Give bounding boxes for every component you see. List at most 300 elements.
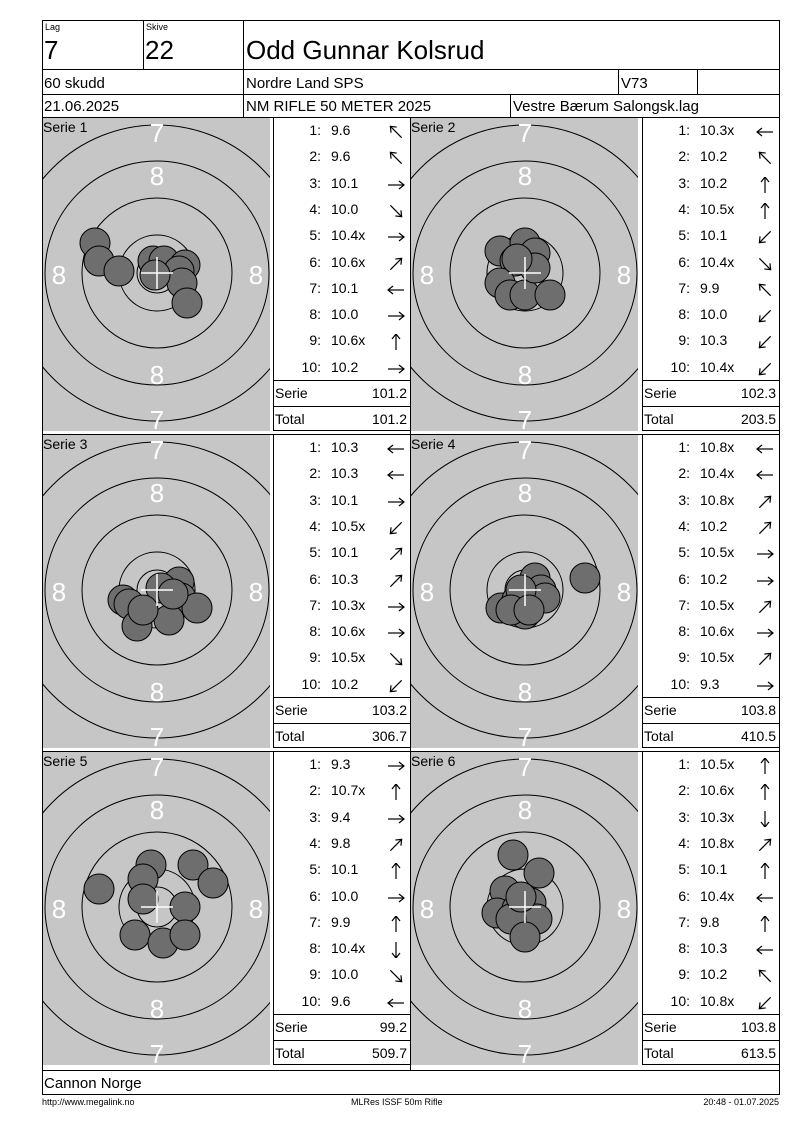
serie-label: Serie <box>275 385 308 401</box>
series-title: Serie 3 <box>43 436 88 452</box>
shot-score: 10.5x <box>331 649 366 666</box>
shot-row <box>273 199 410 225</box>
target-drawing <box>411 435 638 748</box>
sponsor-name: Cannon Norge <box>44 1075 142 1092</box>
shot-row <box>273 225 410 251</box>
shot-score: 10.2 <box>331 358 359 375</box>
shot-row <box>273 146 410 172</box>
target-panel <box>43 118 270 431</box>
serie-value: 103.8 <box>740 702 776 718</box>
shot-score: 10.8x <box>700 992 735 1009</box>
target-drawing <box>43 435 270 748</box>
ring-label: 8 <box>149 161 165 191</box>
ring-label: 8 <box>419 577 435 607</box>
shot-number: 1: <box>678 122 690 138</box>
shot-number: 8: <box>678 623 690 640</box>
shot-row <box>273 886 410 912</box>
serie-sum-row <box>273 381 410 407</box>
shot-score: 10.6x <box>700 623 735 640</box>
shot-count: 60 skudd <box>44 75 105 92</box>
direction-arrow-icon <box>754 203 776 219</box>
shot-score: 10.2 <box>700 148 728 165</box>
shot-score: 9.6 <box>331 992 351 1009</box>
shot-row <box>273 120 410 146</box>
shot-row <box>642 807 779 833</box>
shot-row <box>273 938 410 964</box>
shot-score: 10.0 <box>331 306 359 323</box>
shot-score: 10.1 <box>331 861 359 878</box>
shot-number: 4: <box>309 200 321 217</box>
shot-score: 10.6x <box>331 332 366 349</box>
ring-label: 8 <box>616 577 632 607</box>
footer-url: http://www.megalink.no <box>42 1097 135 1107</box>
shot-number: 8: <box>309 623 321 640</box>
shot-row <box>642 833 779 859</box>
ring-label: 8 <box>51 577 67 607</box>
direction-arrow-icon <box>754 599 776 615</box>
shot-row <box>273 304 410 330</box>
shot-number: 2: <box>678 148 690 165</box>
shot-number: 3: <box>678 174 690 191</box>
shot-score: 10.2 <box>700 174 728 191</box>
ring-label: 8 <box>517 677 533 707</box>
shot-number: 2: <box>678 465 690 482</box>
direction-arrow-icon <box>754 678 776 694</box>
shot-number: 2: <box>309 148 321 165</box>
shot-row <box>642 754 779 780</box>
shot-number: 7: <box>309 913 321 930</box>
total-value: 613.5 <box>740 1045 776 1061</box>
shot-number: 3: <box>309 174 321 191</box>
shot-number: 10: <box>301 358 321 375</box>
shot-row <box>273 357 410 383</box>
shot-hole <box>514 595 544 625</box>
direction-arrow-icon <box>385 651 407 667</box>
event-name: NM RIFLE 50 METER 2025 <box>246 98 432 115</box>
ring-label: 8 <box>517 360 533 390</box>
shot-score: 10.1 <box>331 174 359 191</box>
shot-number: 8: <box>678 306 690 323</box>
total-label: Total <box>644 1045 674 1061</box>
shot-number: 9: <box>309 649 321 666</box>
ring-label: 7 <box>517 118 533 148</box>
shot-score: 10.8x <box>700 439 735 455</box>
shot-row <box>273 912 410 938</box>
shot-hole <box>510 922 540 952</box>
shot-number: 3: <box>678 808 690 825</box>
shot-number: 9: <box>678 966 690 983</box>
target-panel <box>43 435 270 748</box>
shot-score: 10.1 <box>700 861 728 878</box>
shot-score: 10.1 <box>331 491 359 508</box>
shot-row <box>642 542 779 568</box>
shot-row <box>642 490 779 516</box>
ring-label: 8 <box>248 260 264 290</box>
app-name: MLRes ISSF 50m Rifle <box>351 1097 443 1107</box>
ring-label: 8 <box>517 478 533 508</box>
shot-hole <box>84 874 114 904</box>
shot-row <box>642 621 779 647</box>
direction-arrow-icon <box>754 890 776 906</box>
shot-number: 9: <box>678 332 690 349</box>
shot-row <box>642 199 779 225</box>
shot-number: 6: <box>309 570 321 587</box>
shot-score: 10.6x <box>331 253 366 270</box>
ring-label: 7 <box>149 722 165 748</box>
direction-arrow-icon <box>385 229 407 245</box>
target-panel <box>411 752 638 1065</box>
score-sheet <box>642 118 779 431</box>
shot-number: 6: <box>309 253 321 270</box>
shot-score: 10.2 <box>700 570 728 587</box>
shot-number: 9: <box>309 332 321 349</box>
total-row <box>642 407 779 433</box>
shot-score: 10.4x <box>700 465 735 482</box>
direction-arrow-icon <box>754 546 776 562</box>
direction-arrow-icon <box>385 124 407 140</box>
shot-row <box>273 516 410 542</box>
shot-number: 2: <box>309 465 321 482</box>
grid-rule <box>410 118 411 1070</box>
direction-arrow-icon <box>385 890 407 906</box>
shot-row <box>273 674 410 700</box>
ring-label: 8 <box>517 161 533 191</box>
shot-row <box>273 173 410 199</box>
shot-score: 10.7x <box>331 782 366 799</box>
direction-arrow-icon <box>385 625 407 641</box>
shot-score: 10.4x <box>700 358 735 375</box>
direction-arrow-icon <box>385 177 407 193</box>
shot-row <box>642 278 779 304</box>
shot-row <box>273 569 410 595</box>
total-value: 203.5 <box>740 411 776 427</box>
shot-number: 5: <box>309 861 321 878</box>
shot-row <box>642 225 779 251</box>
print-timestamp: 20:48 - 01.07.2025 <box>703 1097 779 1107</box>
total-value: 410.5 <box>740 728 776 744</box>
shot-row <box>273 595 410 621</box>
direction-arrow-icon <box>754 784 776 800</box>
shot-row <box>273 252 410 278</box>
shot-number: 9: <box>678 649 690 666</box>
shot-number: 2: <box>678 782 690 799</box>
direction-arrow-icon <box>754 124 776 140</box>
direction-arrow-icon <box>754 837 776 853</box>
shot-row <box>273 490 410 516</box>
shot-score: 10.0 <box>331 887 359 904</box>
target-panel <box>411 118 638 431</box>
total-row <box>273 1041 410 1067</box>
total-row <box>642 1041 779 1067</box>
shot-row <box>273 437 410 463</box>
shot-number: 7: <box>309 279 321 296</box>
series-title: Serie 5 <box>43 753 88 769</box>
shot-number: 8: <box>309 306 321 323</box>
shot-number: 6: <box>678 887 690 904</box>
direction-arrow-icon <box>754 441 776 457</box>
shot-score: 10.0 <box>331 200 359 217</box>
direction-arrow-icon <box>754 573 776 589</box>
direction-arrow-icon <box>754 282 776 298</box>
shot-number: 5: <box>309 544 321 561</box>
shot-number: 5: <box>678 544 690 561</box>
shot-number: 10: <box>301 992 321 1009</box>
shot-number: 6: <box>309 887 321 904</box>
shot-number: 1: <box>309 439 321 455</box>
shot-number: 5: <box>678 861 690 878</box>
shot-score: 9.3 <box>700 675 720 692</box>
shot-row <box>642 173 779 199</box>
shot-hole <box>502 244 532 274</box>
shot-number: 8: <box>678 940 690 957</box>
shot-row <box>642 964 779 990</box>
shot-number: 4: <box>678 834 690 851</box>
shot-row <box>642 330 779 356</box>
total-row <box>273 724 410 750</box>
shot-score: 10.2 <box>700 517 728 534</box>
match-date: 21.06.2025 <box>44 98 120 115</box>
shot-score: 9.4 <box>331 808 351 825</box>
shot-hole <box>128 884 158 914</box>
shot-score: 10.3 <box>331 570 359 587</box>
direction-arrow-icon <box>754 811 776 827</box>
shot-hole <box>140 260 170 290</box>
direction-arrow-icon <box>754 916 776 932</box>
class-label: V73 <box>621 75 648 92</box>
shot-row <box>642 437 779 463</box>
serie-label: Serie <box>644 1019 677 1035</box>
shot-score: 10.0 <box>700 306 728 323</box>
target-drawing <box>43 752 270 1065</box>
direction-arrow-icon <box>385 282 407 298</box>
shot-score: 10.5x <box>700 756 735 772</box>
ring-label: 8 <box>149 478 165 508</box>
ring-label: 8 <box>149 677 165 707</box>
total-label: Total <box>644 411 674 427</box>
shot-score: 10.3 <box>700 332 728 349</box>
shot-number: 7: <box>678 913 690 930</box>
shot-number: 4: <box>309 834 321 851</box>
direction-arrow-icon <box>754 651 776 667</box>
series-title: Serie 4 <box>411 436 456 452</box>
shot-number: 4: <box>309 517 321 534</box>
shot-row <box>273 859 410 885</box>
shot-row <box>273 278 410 304</box>
ring-label: 7 <box>517 435 533 465</box>
shot-row <box>273 780 410 806</box>
shot-score: 10.8x <box>700 491 735 508</box>
series-title: Serie 1 <box>43 119 88 135</box>
shot-hole <box>170 892 200 922</box>
direction-arrow-icon <box>385 811 407 827</box>
direction-arrow-icon <box>385 150 407 166</box>
total-value: 509.7 <box>371 1045 407 1061</box>
shot-number: 1: <box>309 756 321 772</box>
score-sheet <box>273 435 410 748</box>
direction-arrow-icon <box>385 573 407 589</box>
shot-row <box>273 647 410 673</box>
score-sheet <box>642 435 779 748</box>
ring-label: 7 <box>149 118 165 148</box>
shot-number: 9: <box>309 966 321 983</box>
ring-label: 7 <box>517 752 533 782</box>
direction-arrow-icon <box>754 758 776 774</box>
serie-value: 103.2 <box>371 702 407 718</box>
total-value: 306.7 <box>371 728 407 744</box>
shot-score: 9.9 <box>700 279 720 296</box>
direction-arrow-icon <box>385 599 407 615</box>
shot-number: 2: <box>309 782 321 799</box>
ring-label: 8 <box>616 260 632 290</box>
ring-label: 7 <box>149 1039 165 1065</box>
shot-row <box>642 595 779 621</box>
shot-score: 10.0 <box>331 966 359 983</box>
shot-score: 10.2 <box>331 675 359 692</box>
serie-label: Serie <box>644 702 677 718</box>
ring-label: 8 <box>51 260 67 290</box>
score-sheet <box>273 118 410 431</box>
shot-number: 10: <box>670 675 690 692</box>
direction-arrow-icon <box>385 995 407 1011</box>
shot-row <box>273 754 410 780</box>
direction-arrow-icon <box>385 942 407 958</box>
shot-hole <box>154 605 184 635</box>
shot-score: 10.2 <box>700 966 728 983</box>
shot-number: 10: <box>301 675 321 692</box>
shot-number: 5: <box>309 227 321 244</box>
serie-label: Serie <box>275 702 308 718</box>
shot-number: 3: <box>309 808 321 825</box>
shot-row <box>642 146 779 172</box>
ring-label: 7 <box>149 405 165 431</box>
shot-score: 10.3x <box>700 808 735 825</box>
ring-label: 7 <box>517 405 533 431</box>
shot-number: 6: <box>678 253 690 270</box>
shot-number: 7: <box>309 596 321 613</box>
target-panel <box>43 752 270 1065</box>
total-label: Total <box>644 728 674 744</box>
direction-arrow-icon <box>385 256 407 272</box>
direction-arrow-icon <box>754 520 776 536</box>
shot-score: 10.3x <box>700 122 735 138</box>
shot-score: 10.3 <box>331 465 359 482</box>
shot-row <box>642 516 779 542</box>
grid-rule <box>42 751 780 752</box>
serie-sum-row <box>642 1015 779 1041</box>
shot-number: 10: <box>670 358 690 375</box>
shot-score: 10.4x <box>331 940 366 957</box>
total-row <box>642 724 779 750</box>
direction-arrow-icon <box>754 177 776 193</box>
shot-number: 7: <box>678 279 690 296</box>
direction-arrow-icon <box>754 308 776 324</box>
direction-arrow-icon <box>754 467 776 483</box>
shot-number: 3: <box>678 491 690 508</box>
serie-value: 101.2 <box>371 385 407 401</box>
shot-number: 6: <box>678 570 690 587</box>
shot-hole <box>158 579 188 609</box>
total-label: Total <box>275 411 305 427</box>
ring-label: 8 <box>248 894 264 924</box>
total-value: 101.2 <box>371 411 407 427</box>
shot-hole <box>128 595 158 625</box>
direction-arrow-icon <box>754 995 776 1011</box>
shot-number: 5: <box>678 227 690 244</box>
shot-row <box>642 674 779 700</box>
direction-arrow-icon <box>385 863 407 879</box>
target-drawing <box>43 118 270 431</box>
shot-score: 10.3 <box>331 439 359 455</box>
direction-arrow-icon <box>754 334 776 350</box>
direction-arrow-icon <box>385 494 407 510</box>
shot-row <box>642 120 779 146</box>
series-title: Serie 2 <box>411 119 456 135</box>
direction-arrow-icon <box>385 467 407 483</box>
target-drawing <box>411 752 638 1065</box>
shot-row <box>642 859 779 885</box>
ring-label: 8 <box>149 795 165 825</box>
shot-row <box>642 304 779 330</box>
shot-row <box>273 991 410 1017</box>
shooter-name: Odd Gunnar Kolsrud <box>246 35 485 65</box>
shot-score: 10.5x <box>700 544 735 561</box>
shot-score: 10.5x <box>331 517 366 534</box>
ring-label: 7 <box>517 1039 533 1065</box>
direction-arrow-icon <box>385 546 407 562</box>
shot-row <box>273 621 410 647</box>
shot-row <box>642 991 779 1017</box>
shot-hole <box>120 920 150 950</box>
shot-score: 9.6 <box>331 122 351 138</box>
ring-label: 8 <box>517 795 533 825</box>
total-label: Total <box>275 1045 305 1061</box>
shot-row <box>642 569 779 595</box>
shot-score: 10.4x <box>331 227 366 244</box>
grid-rule <box>42 434 780 435</box>
direction-arrow-icon <box>385 441 407 457</box>
shot-row <box>642 780 779 806</box>
shot-hole <box>498 840 528 870</box>
series-title: Serie 6 <box>411 753 456 769</box>
shot-score: 10.6x <box>700 782 735 799</box>
ring-label: 8 <box>616 894 632 924</box>
shot-hole <box>170 920 200 950</box>
shot-row <box>273 463 410 489</box>
club-name: Nordre Land SPS <box>246 75 364 92</box>
direction-arrow-icon <box>385 334 407 350</box>
shot-number: 10: <box>670 992 690 1009</box>
shot-row <box>642 357 779 383</box>
shot-hole <box>570 563 600 593</box>
shot-hole <box>172 288 202 318</box>
shot-number: 3: <box>309 491 321 508</box>
direction-arrow-icon <box>754 863 776 879</box>
shot-number: 1: <box>678 439 690 455</box>
serie-label: Serie <box>644 385 677 401</box>
serie-value: 102.3 <box>740 385 776 401</box>
shot-row <box>273 542 410 568</box>
shot-row <box>642 938 779 964</box>
shot-row <box>642 463 779 489</box>
direction-arrow-icon <box>754 494 776 510</box>
target-panel <box>411 435 638 748</box>
serie-sum-row <box>273 1015 410 1041</box>
serie-sum-row <box>642 381 779 407</box>
serie-label: Serie <box>275 1019 308 1035</box>
target-drawing <box>411 118 638 431</box>
direction-arrow-icon <box>385 784 407 800</box>
shot-hole <box>535 280 565 310</box>
